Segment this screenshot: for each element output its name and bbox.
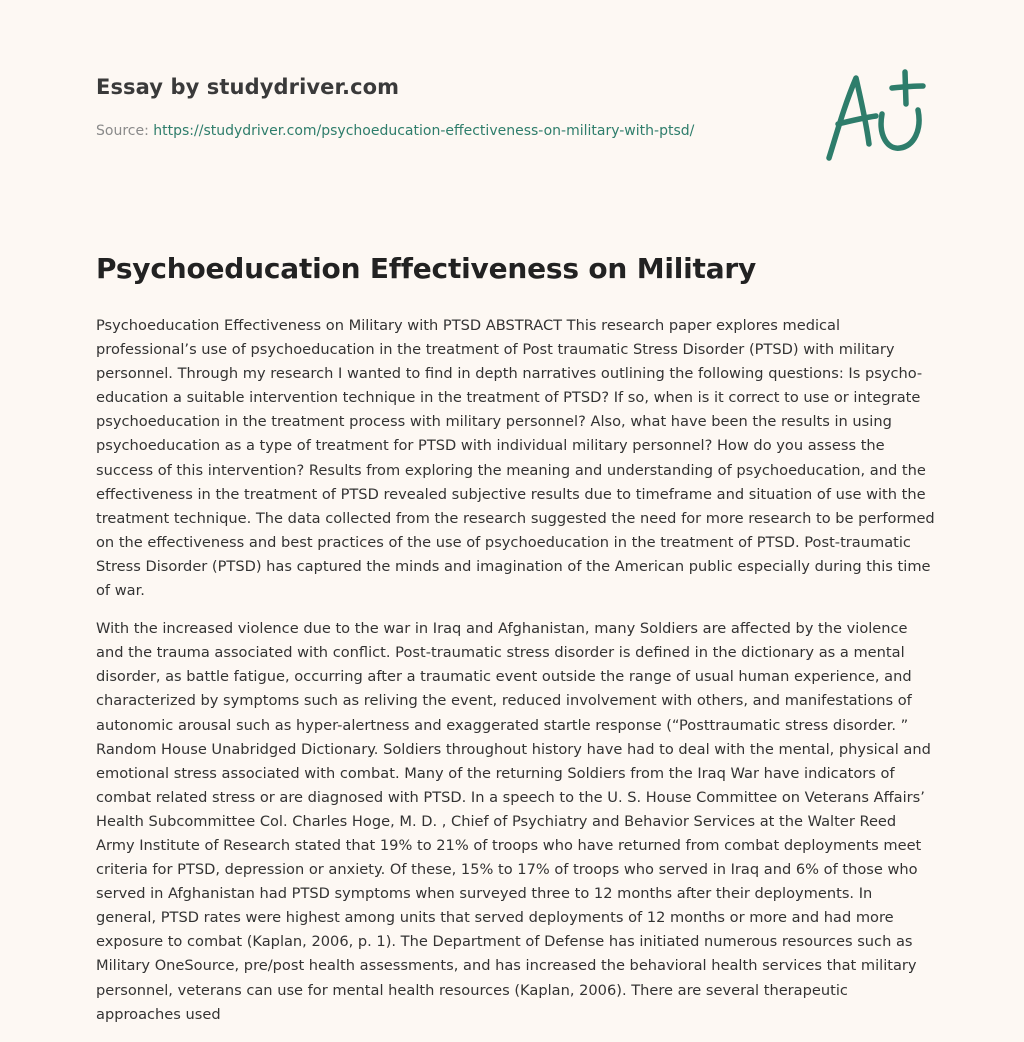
page-header [96, 75, 796, 139]
site-brand: Essay by studydriver.com [96, 75, 400, 99]
a-plus-logo-icon [822, 66, 928, 164]
essay-paragraph: With the increased violence due to the war in Iraq and Afghanistan, many Soldiers are affected by the violence and the trauma associated with conflict. Post-traumatic stress disorder is defined in the dictionary as a mental disorder, as battle fatigue, occurring after a traumatic event outside the range of usual human experience, and characterized by symptoms such as reliving the event, reduced involvement with others, and manifestations of autonomic arousal such as hyper-alertness and exaggerated startle response (“Posttraumatic stress disorder. ” Random House Unabridged Dictionary. Soldiers throughout history have had to deal with the mental, physical and emotional stress associated with combat. Many of the returning Soldiers from the Iraq War have indicators of combat related stress or are diagnosed with PTSD. In a speech to the U. S. House Committee on Veterans Affairs’ Health Subcommittee Col. Charles Hoge, M. D. , Chief of Psychiatry and Behavior Services at the Walter Reed Army Institute of Research stated that 19% to 21% of troops who have returned from combat deployments meet criteria for PTSD, depression or anxiety. Of these, 15% to 17% of troops who served in Iraq and 6% of those who served in Afghanistan had PTSD symptoms when surveyed three to 12 months after their deployments. In general, PTSD rates were highest among units that served deployments of 12 months or more and had more exposure to combat (Kaplan, 2006, p. 1). The Department of Defense has initiated numerous resources such as Military OneSource, pre/post health assessments, and has increased the behavioral health services that military personnel, veterans can use for mental health resources (Kaplan, 2006). There are several therapeutic approaches used [96, 620, 931, 1023]
source-link[interactable]: https://studydriver.com/psychoeducation-effectiveness-on-military-with-ptsd/ [153, 123, 695, 139]
source-label: Source: [96, 123, 149, 139]
source-line [96, 123, 796, 139]
essay-title: Psychoeducation Effectiveness on Military [96, 252, 757, 285]
essay-body [96, 314, 936, 1041]
essay-paragraph: Psychoeducation Effectiveness on Military with PTSD ABSTRACT This research paper explores medical professional’s use of psychoeducation in the treatment of Post traumatic Stress Disorder (PTSD) with military personnel. Through my research I wanted to find in depth narratives outlining the following questions: Is psycho-education a suitable intervention technique in the treatment of PTSD? If so, when is it correct to use or integrate psychoeducation in the treatment process with military personnel? Also, what have been the results in using psychoeducation as a type of treatment for PTSD with individual military personnel? How do you assess the success of this intervention? Results from exploring the meaning and understanding of psychoeducation, and the effectiveness in the treatment of PTSD revealed subjective results due to timeframe and situation of use with the treatment technique. The data collected from the research suggested the need for more research to be performed on the effectiveness and best practices of the use of psychoeducation in the treatment of PTSD. Post-traumatic Stress Disorder (PTSD) has captured the minds and imagination of the American public especially during this time of war. [96, 317, 935, 600]
